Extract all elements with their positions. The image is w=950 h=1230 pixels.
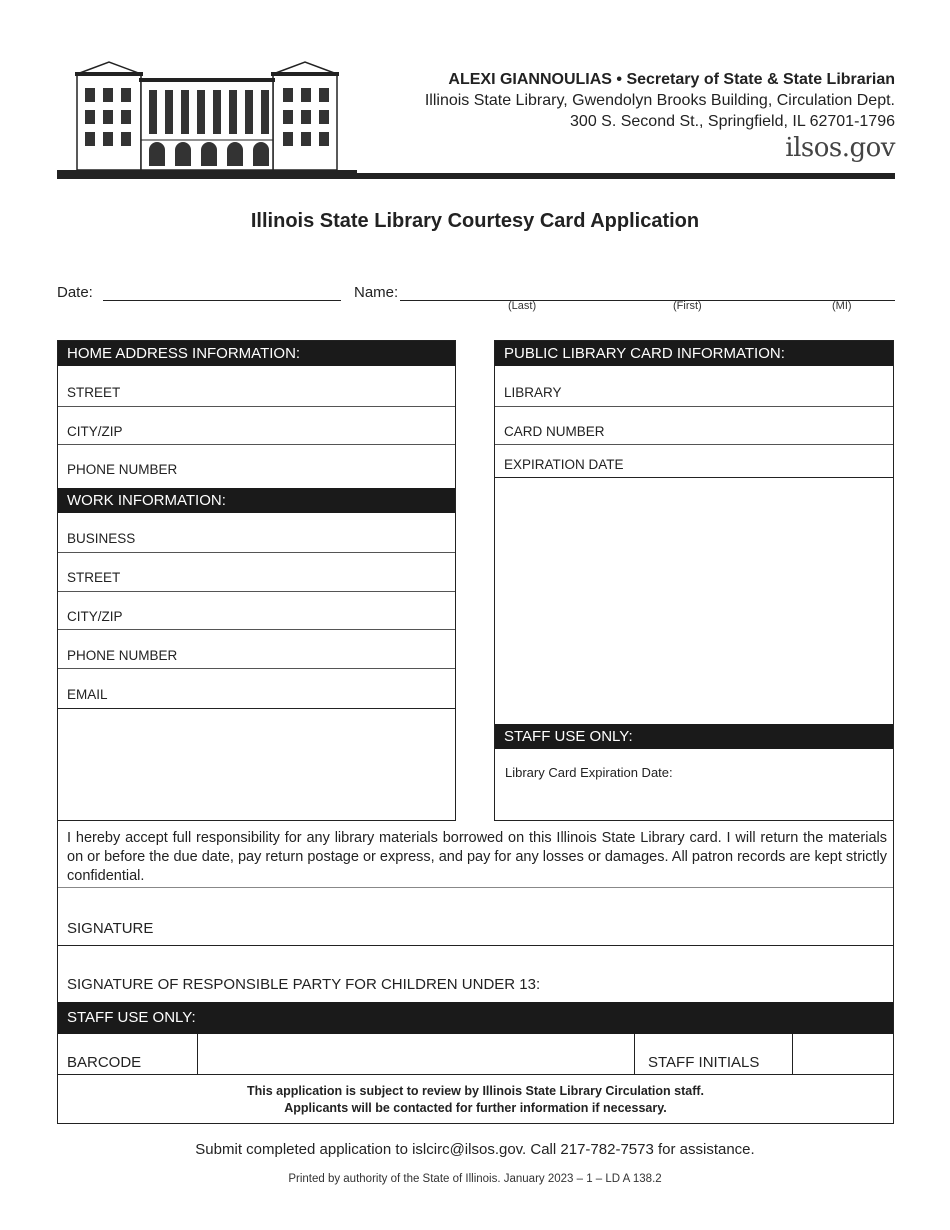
work-cityzip-field[interactable] xyxy=(58,592,455,630)
name-sub-last: (Last) xyxy=(508,300,537,312)
right-column-panel xyxy=(494,340,894,821)
work-cityzip-label: CITY/ZIP xyxy=(67,609,123,624)
agreement-panel xyxy=(57,821,894,1124)
name-field[interactable] xyxy=(400,300,895,301)
date-field[interactable] xyxy=(103,300,341,301)
signature-field[interactable] xyxy=(58,945,893,946)
home-phone-field[interactable] xyxy=(58,445,455,489)
review-note-line1: This application is subject to review by Illinois State Library Circulation staff. xyxy=(246,1084,705,1098)
page-title: Illinois State Library Courtesy Card Application xyxy=(250,210,700,232)
work-info-heading: WORK INFORMATION: xyxy=(58,488,455,513)
divider xyxy=(58,887,893,888)
name-sub-first: (First) xyxy=(673,300,702,312)
header-address-line2: 300 S. Second St., Springfield, IL 62701-1796 xyxy=(570,113,895,130)
library-name-label: LIBRARY xyxy=(504,385,562,400)
ilsos-logo: ilsos.gov xyxy=(785,133,895,163)
staff-use-bottom-heading: STAFF USE ONLY: xyxy=(58,1002,893,1034)
review-note xyxy=(58,1083,893,1117)
home-street-field[interactable] xyxy=(58,366,455,407)
date-label: Date: xyxy=(57,284,93,301)
agreement-text: I hereby accept full responsibility for any library materials borrowed on this Illinois State Library card. I will return the materials on or before the due date, pay return postage or express, and pay for any losses or damages. All patron records are kept strictly confidential. xyxy=(67,830,887,884)
home-phone-label: PHONE NUMBER xyxy=(67,462,178,477)
divider xyxy=(58,1074,893,1075)
home-cityzip-label: CITY/ZIP xyxy=(67,424,123,439)
left-column-panel xyxy=(57,340,456,821)
footer-print-authority: Printed by authority of the State of Illinois. January 2023 – 1 – LD A 138.2 xyxy=(288,1173,662,1185)
card-number-field[interactable] xyxy=(495,407,893,445)
header-official: ALEXI GIANNOULIAS • Secretary of State & State Librarian xyxy=(448,71,895,88)
header-rule xyxy=(57,173,895,179)
header-address-line1: Illinois State Library, Gwendolyn Brooks Building, Circulation Dept. xyxy=(424,92,895,109)
work-phone-label: PHONE NUMBER xyxy=(67,648,178,663)
home-address-heading: HOME ADDRESS INFORMATION: xyxy=(58,341,455,366)
work-email-field[interactable] xyxy=(58,669,455,709)
name-sub-mi: (MI) xyxy=(832,300,852,312)
submit-note: Submit completed application to islcirc@ilsos.gov. Call 217-782-7573 for assistance. xyxy=(195,1141,755,1158)
library-name-field[interactable] xyxy=(495,366,893,407)
work-street-field[interactable] xyxy=(58,553,455,592)
barcode-field[interactable] xyxy=(197,1034,635,1074)
staff-card-expiration-label: Library Card Expiration Date: xyxy=(505,765,673,780)
home-street-label: STREET xyxy=(67,385,121,400)
staff-use-right-heading: STAFF USE ONLY: xyxy=(495,724,893,749)
staff-initials-field[interactable] xyxy=(792,1034,894,1074)
work-phone-field[interactable] xyxy=(58,630,455,669)
library-building-illustration xyxy=(57,58,357,178)
review-note-line2: Applicants will be contacted for further information if necessary. xyxy=(284,1101,667,1115)
public-library-heading: PUBLIC LIBRARY CARD INFORMATION: xyxy=(495,341,893,366)
work-email-label: EMAIL xyxy=(67,687,108,702)
barcode-label: BARCODE xyxy=(67,1054,142,1071)
expiration-date-label: EXPIRATION DATE xyxy=(504,457,624,472)
signature-label: SIGNATURE xyxy=(67,920,154,937)
card-number-label: CARD NUMBER xyxy=(504,424,605,439)
home-cityzip-field[interactable] xyxy=(58,407,455,445)
expiration-date-field[interactable] xyxy=(495,445,893,478)
work-business-field[interactable] xyxy=(58,513,455,553)
guardian-signature-label: SIGNATURE OF RESPONSIBLE PARTY FOR CHILDREN UNDER 13: xyxy=(67,976,541,993)
work-business-label: BUSINESS xyxy=(67,531,136,546)
work-street-label: STREET xyxy=(67,570,121,585)
staff-initials-label: STAFF INITIALS xyxy=(648,1054,760,1071)
name-label: Name: xyxy=(354,284,399,301)
